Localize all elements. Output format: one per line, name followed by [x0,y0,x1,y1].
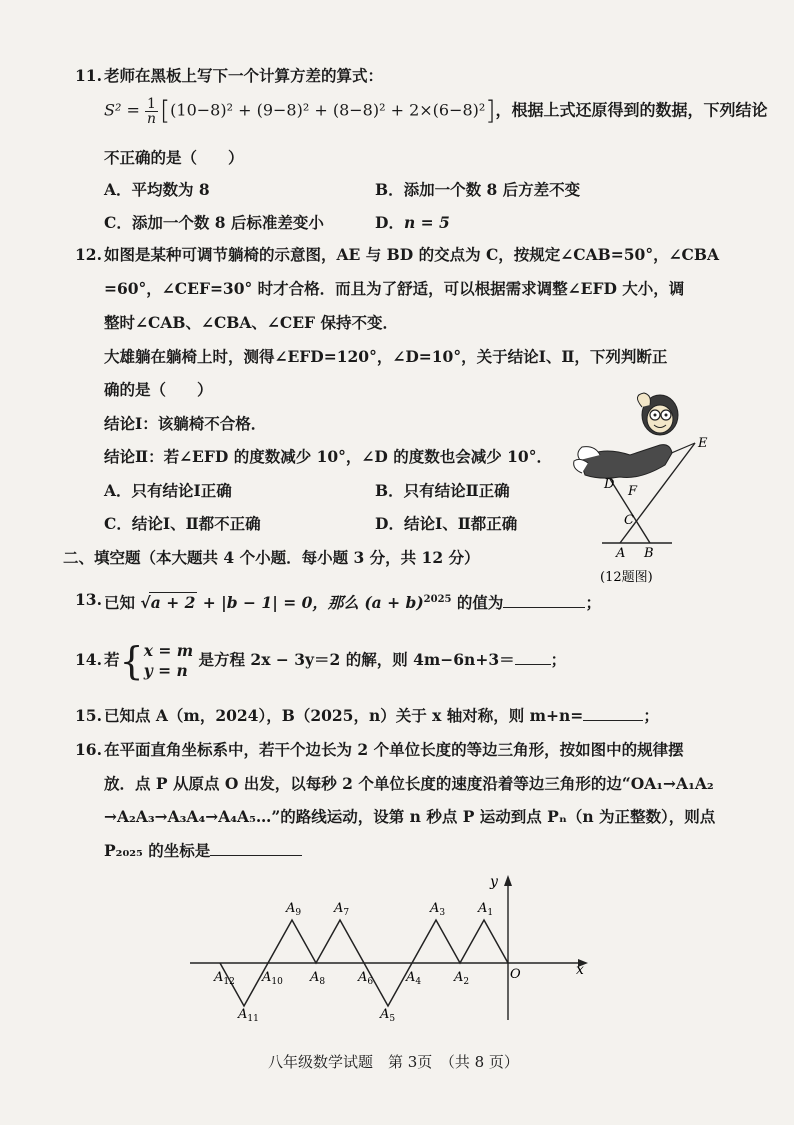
q16-line2: 放．点 P 从原点 O 出发，以每秒 2 个单位长度的速度沿着等边三角形的边“OA₁→A₁A₂ [104,774,714,793]
q14-answer-blank[interactable] [515,650,551,665]
q16-point-label-a4: $A_4$ [406,970,422,987]
q12-conclusion-1: 结论Ⅰ：该躺椅不合格． [104,414,267,433]
q13-answer-blank[interactable] [503,593,585,608]
q12-line5: 确的是（ ） [104,380,213,399]
q11-option-b: B．添加一个数 8 后方差不变 [375,180,581,199]
q16-point-label-a5: $A_5$ [380,1007,396,1024]
q11-formula-lhs: S² = [104,100,140,120]
q14-eq2: y = n [143,661,188,680]
q12-label-e: E [698,436,708,451]
q14-text: 若{ x = m y = n 是方程 2x − 3y＝2 的解，则 4m−6n+3＝ ； [104,639,567,683]
q16-point-label-a3: $A_3$ [430,901,446,918]
q11-option-d: D．n = 5 [375,213,450,232]
q16-x-label: x [576,962,584,978]
q12-label-b: B [644,546,654,561]
q12-option-b: B．只有结论Ⅱ正确 [375,481,510,500]
q15-text: 已知点 A（m，2024），B（2025，n）关于 x 轴对称，则 m+n= ； [104,706,659,725]
q12-label-f: F [628,484,638,499]
q12-line3: 整时∠CAB、∠CBA、∠CEF 保持不变． [104,313,398,332]
q11-number: 11. [75,66,102,85]
q12-number: 12. [75,245,102,264]
q12-conclusion-2: 结论Ⅱ：若∠EFD 的度数减少 10°，∠D 的度数也会减少 10°． [104,447,552,466]
q16-line1: 在平面直角坐标系中，若干个边长为 2 个单位长度的等边三角形，按如图中的规律摆 [104,740,684,759]
q14-eq1: x = m [143,641,194,660]
q11-stem2: 不正确的是（ ） [104,148,244,167]
q11-option-a: A．平均数为 8 [104,180,210,199]
q16-line4: P₂₀₂₅ 的坐标是 [104,841,302,861]
q12-label-a: A [616,546,626,561]
q12-line2: =60°，∠CEF=30° 时才合格．而且为了舒适，可以根据需求调整∠EFD 大小，调 [104,279,685,298]
q12-option-c: C．结论Ⅰ、Ⅱ都不正确 [104,514,261,533]
q16-point-label-a1: $A_1$ [478,901,494,918]
q15-answer-blank[interactable] [583,706,643,721]
q16-line3: →A₂A₃→A₃A₄→A₄A₅…”的路线运动，设第 n 秒点 P 运动到点 Pₙ（n 为正整数），则点 [104,807,716,826]
q14-number: 14. [75,650,102,669]
q16-point-label-a11: $A_{11}$ [238,1007,259,1024]
q16-point-label-a6: $A_6$ [358,970,374,987]
q16-point-label-a2: $A_2$ [454,970,470,987]
q16-y-label: y [490,874,498,890]
q13-number: 13. [75,590,102,609]
q16-point-label-a7: $A_7$ [334,901,350,918]
q16-point-label-a9: $A_9$ [286,901,302,918]
q12-figure [560,385,730,585]
q11-tail: ，根据上式还原得到的数据，下列结论 [495,100,768,120]
q16-point-label-a12: $A_{12}$ [214,970,235,987]
q13-sqrt: a + 2 [150,593,196,613]
q11-formula-fraction: $\frac{1}{n}$ [146,95,156,127]
q16-origin-label: O [510,967,521,982]
q12-line1: 如图是某种可调节躺椅的示意图，AE 与 BD 的交点为 C，按规定∠CAB=50°，∠CBA [104,245,720,264]
q15-number: 15. [75,706,102,725]
section-2-header: 二、填空题（本大题共 4 个小题．每小题 3 分，共 12 分） [63,548,480,567]
q11-formula: S² = $\frac{1}{n}$ [(10−8)² + (9−8)² + (8−8)² + 2×(6−8)²]，根据上式还原得到的数据，下列结论 [104,95,768,127]
q16-point-label-a10: $A_{10}$ [262,970,283,987]
q11-formula-body: (10−8)² + (9−8)² + (8−8)² + 2×(6−8)² [170,100,486,120]
page-footer: 八年级数学试题 第 3页 （共 8 页） [268,1053,519,1071]
q12-line4: 大雄躺在躺椅上时，测得∠EFD=120°，∠D=10°，关于结论Ⅰ、Ⅱ，下列判断正 [104,347,668,366]
q11-stem: 老师在黑板上写下一个计算方差的算式： [104,66,384,85]
q12-option-a: A．只有结论Ⅰ正确 [104,481,232,500]
q16-number: 16. [75,740,102,759]
q13-text: 已知 √a + 2 + |b − 1| = 0，那么 $(a + b)^{2025}$ 的值为 ； [104,593,601,613]
q16-figure [180,870,600,1030]
q11-option-c: C．添加一个数 8 后标准差变小 [104,213,324,232]
q16-point-label-a8: $A_8$ [310,970,326,987]
q12-option-d: D．结论Ⅰ、Ⅱ都正确 [375,514,518,533]
q12-figure-caption: (12题图) [600,570,653,585]
q12-label-c: C [624,513,634,528]
q12-label-d: D [604,477,615,492]
q16-answer-blank[interactable] [210,841,302,856]
